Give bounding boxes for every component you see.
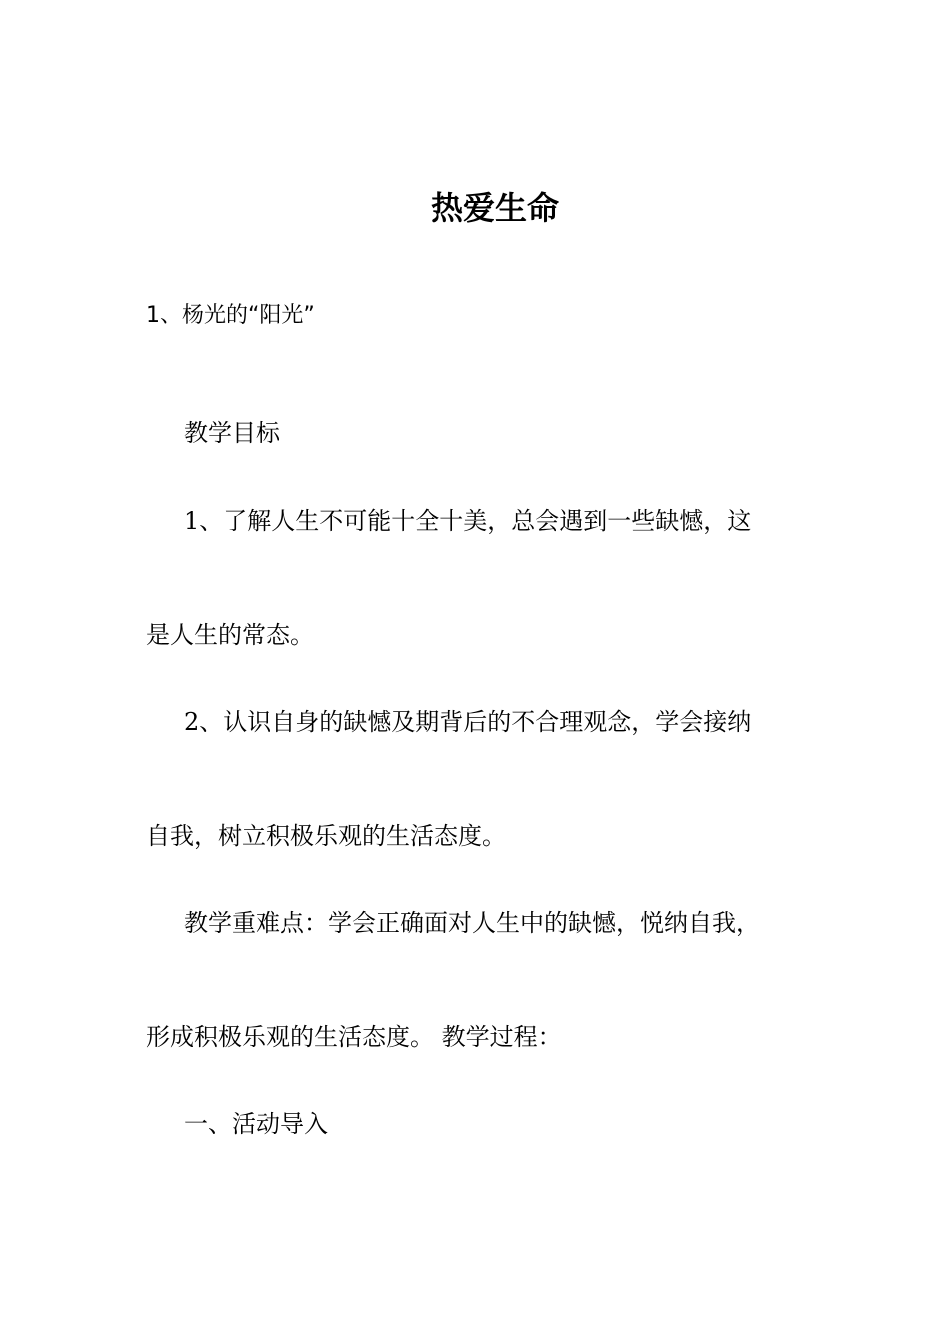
paragraph-line-goal-1-cont: 是人生的常态。 xyxy=(146,621,314,649)
paragraph-line-key-points: 教学重难点：学会正确面对人生中的缺憾，悦纳自我， xyxy=(184,909,760,937)
paragraph-line-activity-intro: 一、活动导入 xyxy=(184,1110,328,1138)
paragraph-line-key-points-cont: 形成积极乐观的生活态度。 教学过程： xyxy=(146,1023,562,1051)
paragraph-line-goal-2: 2、认识自身的缺憾及期背后的不合理观念，学会接纳 xyxy=(184,708,752,736)
paragraph-line-teaching-goals: 教学目标 xyxy=(184,419,280,447)
section-heading: 1、杨光的“阳光” xyxy=(146,303,315,328)
paragraph-line-goal-2-cont: 自我，树立积极乐观的生活态度。 xyxy=(146,822,506,850)
document-title: 热爱生命 xyxy=(430,189,559,227)
paragraph-line-goal-1: 1、了解人生不可能十全十美，总会遇到一些缺憾，这 xyxy=(184,507,752,535)
